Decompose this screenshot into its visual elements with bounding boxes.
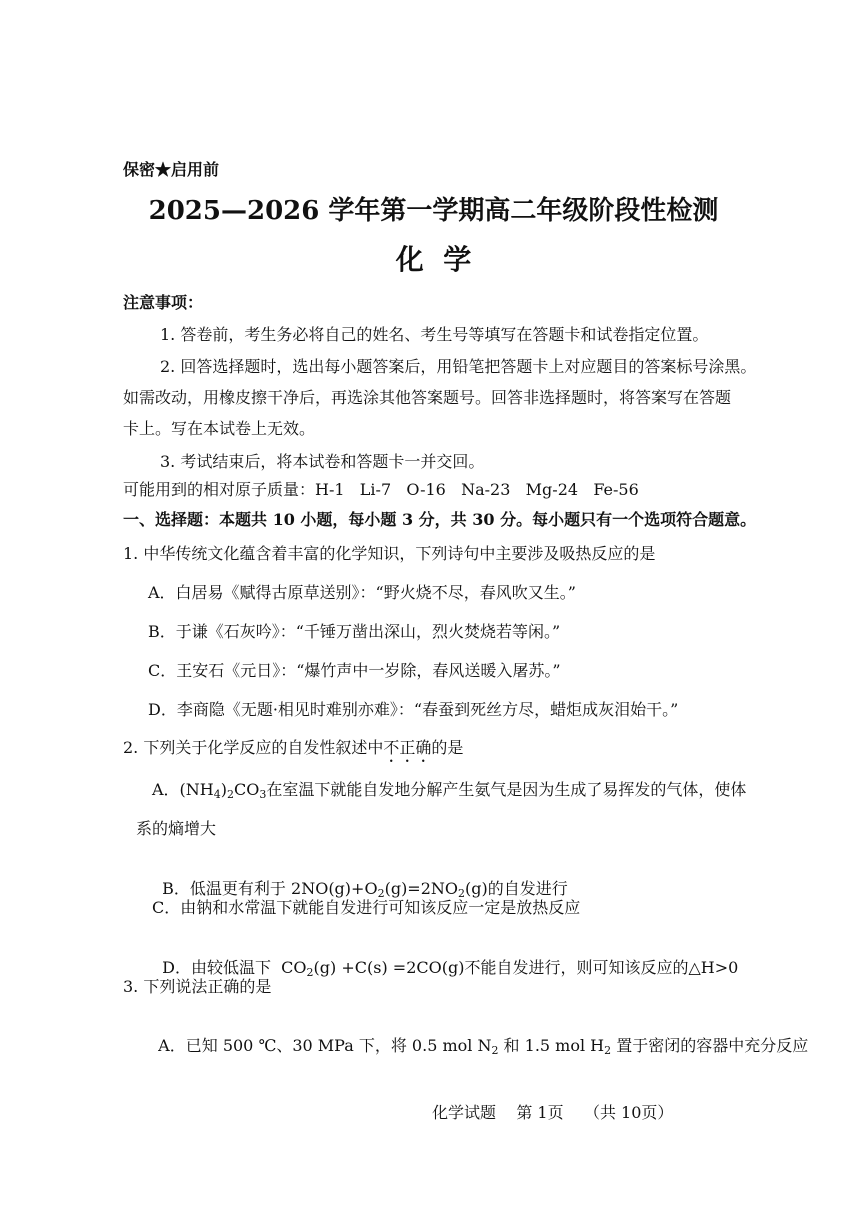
q2a-sub-2: 2	[227, 788, 235, 801]
question-1-option-a: A．白居易《赋得古原草送别》：“野火烧不尽，春风吹又生。”	[148, 583, 576, 602]
notice-item-2-line-1: 2. 回答选择题时，选出每小题答案后，用铅笔把答题卡上对应题目的答案标号涂黑。	[160, 357, 757, 376]
question-2-option-c: C．由钠和水常温下就能自发进行可知该反应一定是放热反应	[152, 898, 581, 917]
question-2-stem	[123, 738, 463, 766]
q2b-sub-1: 2	[377, 887, 385, 900]
question-2-option-d	[152, 938, 738, 978]
q2d-sub-1: 2	[306, 966, 314, 979]
page-footer: 化学试题 第 1页 （共 10页）	[432, 1103, 674, 1122]
q2b-text-3: (g)的自发进行	[465, 879, 568, 898]
q2a-text-2: )	[220, 780, 228, 799]
question-2-option-a-line-2: 系的熵增大	[136, 819, 217, 838]
q3a-sub-1: 2	[491, 1044, 499, 1057]
question-3-option-a	[148, 1016, 808, 1056]
question-2-stem-start: 2. 下列关于化学反应的自发性叙述中	[123, 738, 384, 757]
q3a-text-2: 和 1.5 mol H	[498, 1036, 605, 1055]
atomic-masses: 可能用到的相对原子质量：H-1 Li-7 O-16 Na-23 Mg-24 Fe-56	[123, 480, 639, 499]
question-1-option-d: D．李商隐《无题·相见时难别亦难》：“春蚕到死丝方尽，蜡炬成灰泪始干。”	[148, 700, 679, 719]
q2b-text-2: (g)=2NO	[384, 879, 459, 898]
question-2-option-a	[152, 780, 746, 800]
q3a-sub-2: 2	[604, 1044, 612, 1057]
notice-item-2-line-3: 卡上。写在本试卷上无效。	[123, 419, 316, 438]
q3a-text-3: 置于密闭的容器中充分反应	[611, 1036, 809, 1055]
exam-title: 2025—2026 学年第一学期高二年级阶段性检测	[148, 196, 719, 226]
q2a-sub-3: 3	[259, 788, 267, 801]
subject-title: 化 学	[395, 243, 472, 276]
q2b-sub-2: 2	[458, 887, 466, 900]
question-2-option-b	[152, 859, 568, 899]
question-2-stem-end: 的是	[431, 738, 464, 757]
q2d-text-1: D．由较低温下 CO	[162, 958, 307, 977]
question-1-option-b: B．于谦《石灰吟》：“千锤万凿出深山，烈火焚烧若等闲。”	[148, 622, 561, 641]
question-2-emphasis: 不正确	[383, 738, 432, 757]
q2d-text-2: (g) +C(s) =2CO(g)不能自发进行，则可知该反应的△H>0	[313, 958, 739, 977]
q2b-text-1: B．低温更有利于 2NO(g)+O	[162, 879, 378, 898]
q2a-text-3: CO	[234, 780, 260, 799]
question-1-stem: 1. 中华传统文化蕴含着丰富的化学知识，下列诗句中主要涉及吸热反应的是	[123, 544, 656, 563]
q2a-text-1: A．(NH	[152, 780, 214, 799]
q2a-text-4: 在室温下就能自发地分解产生氨气是因为生成了易挥发的气体，使体	[266, 780, 747, 799]
notice-item-2-line-2: 如需改动，用橡皮擦干净后，再选涂其他答案题号。回答非选择题时，将答案写在答题	[123, 388, 732, 407]
q2a-sub-1: 4	[213, 788, 221, 801]
confidential-mark: 保密★启用前	[123, 160, 220, 179]
notice-heading: 注意事项：	[123, 293, 204, 312]
notice-item-1: 1. 答卷前，考生务必将自己的姓名、考生号等填写在答题卡和试卷指定位置。	[160, 325, 709, 344]
section-heading: 一、选择题：本题共 10 小题，每小题 3 分，共 30 分。每小题只有一个选项符合题意。	[123, 510, 757, 529]
question-1-option-c: C．王安石《元日》：“爆竹声中一岁除，春风送暖入屠苏。”	[148, 661, 561, 680]
notice-item-3: 3. 考试结束后，将本试卷和答题卡一并交回。	[160, 452, 485, 471]
q3a-text-1: A．已知 500 ℃、30 MPa 下，将 0.5 mol N	[158, 1036, 492, 1055]
question-3-stem: 3. 下列说法正确的是	[123, 977, 272, 996]
